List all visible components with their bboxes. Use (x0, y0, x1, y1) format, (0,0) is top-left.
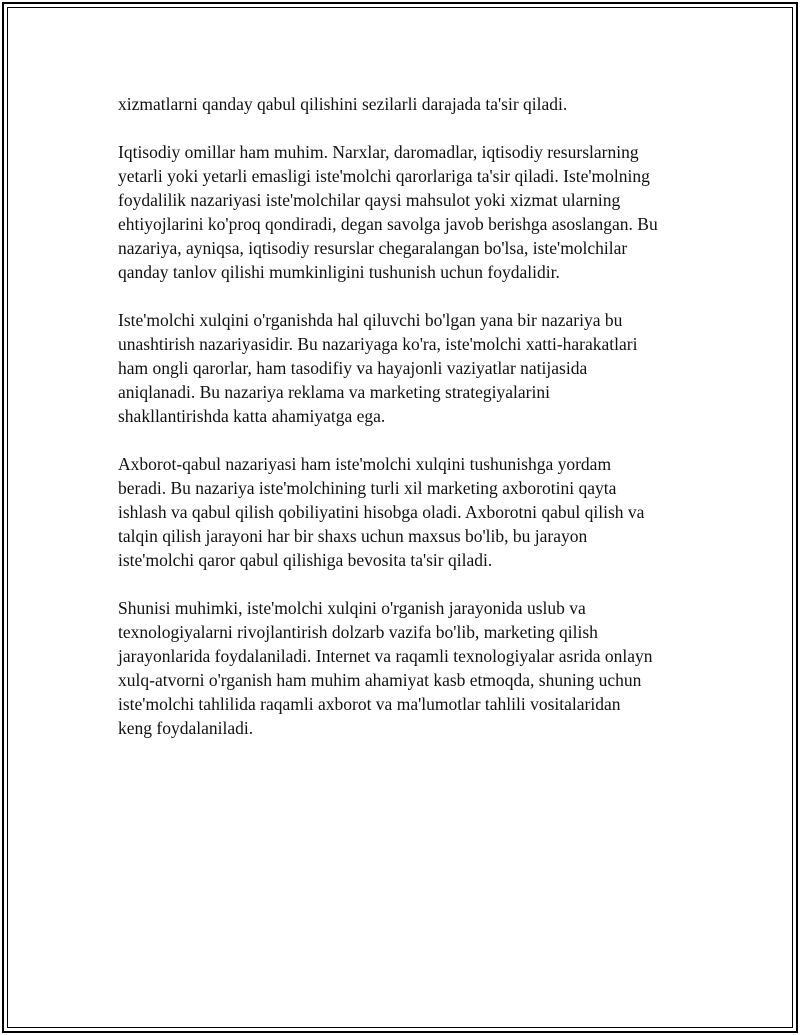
paragraph-4: Axborot-qabul nazariyasi ham iste'molchi xulqini tushunishga yordam beradi. Bu nazariya iste'molchining turli xil marketing axborotini qayta ishlash va qabul qilish qobiliyatini hisobga oladi. Axborotni qabul qilish va talqin qilish jarayoni har bir shaxs uchun maxsus bo'lib, bu jarayon iste'molchi qaror qabul qilishiga bevosita ta'sir qiladi. (118, 454, 645, 570)
paragraph-3: Iste'molchi xulqini o'rganishda hal qiluvchi bo'lgan yana bir nazariya bu unashtirish nazariyasidir. Bu nazariyaga ko'ra, iste'molchi xatti-harakatlari ham ongli qarorlar, ham tasodifiy va hayajonli vaziyatlar natijasida aniqlanadi. Bu nazariya reklama va marketing strategiyalarini shakllantirishda katta ahamiyatga ega. (118, 310, 638, 426)
paragraph-5: Shunisi muhimki, iste'molchi xulqini o'rganish jarayonida uslub va texnologiyalarni rivojlantirish dolzarb vazifa bo'lib, marketing qilish jarayonlarida foydalaniladi. Internet va raqamli texnologiyalar asrida onlayn xulq-atvorni o'rganish ham muhim ahamiyat kasb etmoqda, shuning uchun iste'molchi tahlilida raqamli axborot va ma'lumotlar tahlili vositalaridan keng foydalaniladi. (118, 598, 653, 738)
paragraph-1: xizmatlarni qanday qabul qilishini sezilarli darajada ta'sir qiladi. (118, 94, 568, 114)
document-body (118, 92, 698, 764)
paragraph-2: Iqtisodiy omillar ham muhim. Narxlar, daromadlar, iqtisodiy resurslarning yetarli yoki yetarli emasligi iste'molchi qarorlariga ta'sir qiladi. Iste'molning foydalilik nazariyasi iste'molchilar qaysi mahsulot yoki xizmat ularning ehtiyojlarini ko'proq qondiradi, degan savolga javob berishga asoslangan. Bu nazariya, ayniqsa, iqtisodiy resurslar chegaralangan bo'lsa, iste'molchilar qanday tanlov qilishi mumkinligini tushunish uchun foydalidir. (118, 142, 658, 282)
